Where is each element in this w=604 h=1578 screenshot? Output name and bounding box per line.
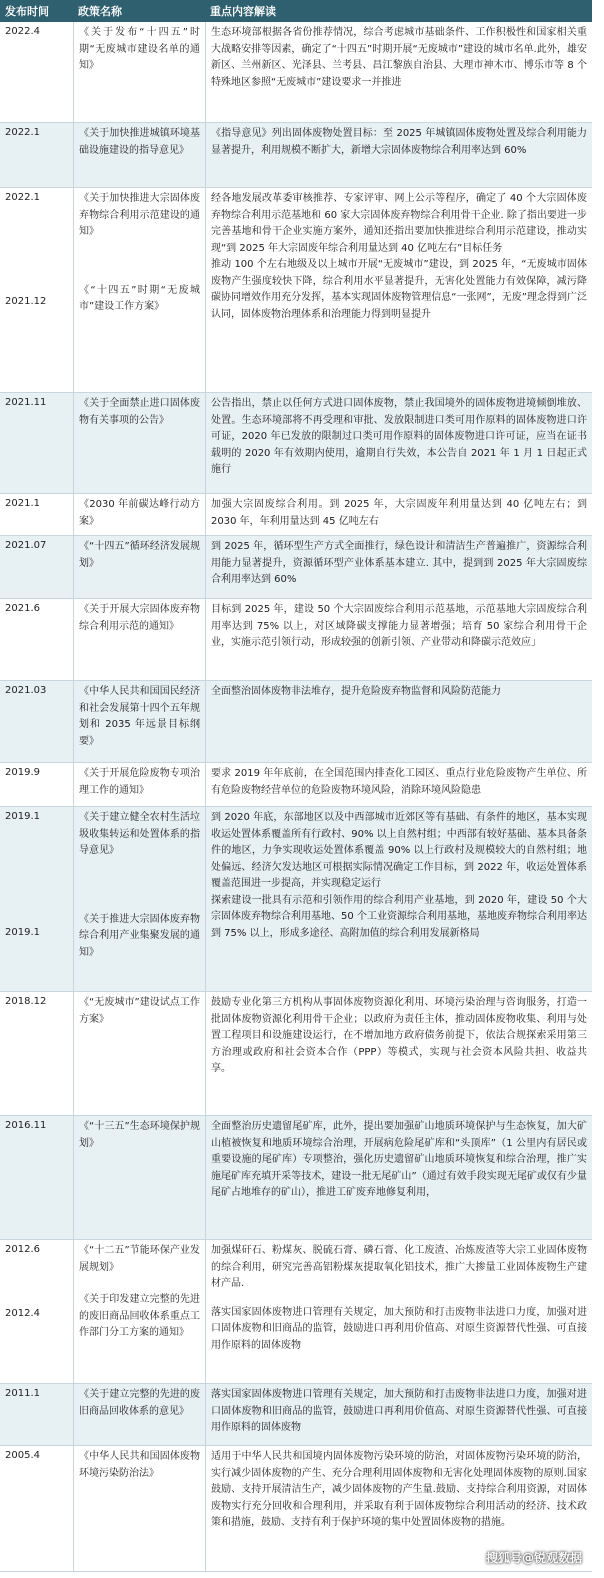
table-row: [0, 807, 592, 992]
table-row: [0, 599, 592, 681]
row-content: 生态环境部根据各省份推荐情况，综合考虑城市基础条件、工作积极性和国家相关重大战略安排等因素，确定了“十四五”时期开展“无废城市”建设的城市名单.此外，雄安新区、兰州新区、光泽县、兰考县、昌江黎族自治县、大理市神木市、博乐市等 8 个特殊地区参照“无废城市”建设要求一并推进: [211, 27, 587, 88]
row-policy-name: 《“十二五”节能环保产业发展规划》: [79, 1245, 200, 1273]
row-policy-name: 《“十三五”生态环境保护规划》: [79, 1121, 200, 1149]
row-content: 适用于中华人民共和国境内固体废物污染环境的防治，对固体废物污染环境的防治，实行减少固体废物的产生、充分合理利用固体废物和无害化处理固体废物的原则.国家鼓励、支持开展清洁生产，减少固体废物的产生量.鼓励、支持综合利用资源，对固体废物实行充分回收和合理利用，并采取有利于固体废物综合利用活动的经济、技术政策和措施，鼓励、支持有利于保护环境的集中处置固体废物的措施。: [211, 1451, 587, 1528]
row-date: 2016.11: [5, 1120, 47, 1131]
table-row: [0, 763, 592, 807]
row-date: 2022.1: [5, 127, 40, 138]
row-policy-name: 《“十四五”时期“无废城市”建设工作方案》: [79, 284, 200, 312]
row-policy-name: 《关于加快推进城镇环境基础设施建设的指导意见》: [79, 128, 200, 156]
row-policy-name: 《关于开展大宗固体废弃物综合利用示范的通知》: [79, 604, 200, 632]
row-date: 2021.07: [5, 540, 47, 551]
row-policy-name: 《“无废城市”建设试点工作方案》: [79, 997, 200, 1025]
header-content: 重点内容解读: [210, 5, 276, 18]
row-date: 2022.4: [5, 26, 40, 37]
row-date: 2022.1: [5, 192, 40, 203]
row-policy-name: 《关于全面禁止进口固体废物有关事项的公告》: [79, 398, 200, 426]
row-policy-name: 《关于印发建立完整的先进的废旧商品回收体系重点工作部门分工方案的通知》: [79, 1294, 200, 1338]
row-policy-name: 《2030 年前碳达峰行动方案》: [79, 499, 200, 527]
table-row: [0, 1384, 592, 1446]
row-content: 公告指出，禁止以任何方式进口固体废物，禁止我国境外的固体废物进境倾倒堆放、处置。生态环境部将不再受理和审批、发放限制进口类可用作原料的固体废物进口许可证，2020 年已发放的限制过口类可用作原料的固体废物进口许可证，应当在证书载明的 2020 年有效期内使用，逾期自行失效，本公告自 2021 年 1 月 1 日起正式施行: [211, 398, 587, 475]
table-row: [0, 22, 592, 123]
row-content: 加强煤矸石、粉煤灰、脱硫石膏、磷石膏、化工废渣、冶炼废渣等大宗工业固体废物的综合利用，研究完善高铝粉煤灰提取氧化铝技术，推广大掺量工业固体废物生产建材产品.: [211, 1245, 587, 1289]
row-date: 2018.12: [5, 996, 47, 1007]
row-date: 2011.1: [5, 1388, 40, 1399]
row-policy-name: 《关于加快推进大宗固体废弃物综合利用示范建设的通知》: [79, 193, 200, 237]
row-policy-name: 《关于发布“十四五”时期“无废城市建设名单的通知》: [79, 27, 200, 71]
row-date: 2021.03: [5, 685, 47, 696]
table-row: [0, 536, 592, 599]
row-date: 2012.4: [5, 1308, 40, 1319]
row-content: 到 2025 年，循环型生产方式全面推行，绿色设计和清洁生产普遍推广，资源综合利用能力显著提升，资源循环型产业体系基本建立. 其中，提到到 2025 年大宗固废综合利用率达到 60%: [211, 541, 587, 585]
header-date: 发布时间: [5, 5, 49, 18]
table-row: [0, 681, 592, 763]
row-content: 加强大宗固废综合利用。到 2025 年，大宗固废年利用量达到 40 亿吨左右；到 2030 年，年利用量达到 45 亿吨左右: [211, 499, 587, 527]
watermark: 搜狐号@锐观数据: [485, 1551, 582, 1565]
row-content: 全面整治固体废物非法堆存，提升危险废弃物监督和风险防范能力: [211, 686, 501, 697]
row-content: 落实国家固体废物进口管理有关规定，加大预防和打击废物非法进口力度，加强对进口固体废物和旧商品的监管，鼓励进口再利用价值高、对原生资源替代性强、可直接用作原料的固体废物: [211, 1389, 587, 1433]
row-content: 目标到 2025 年，建设 50 个大宗固废综合利用示范基地，示范基地大宗固废综合利用率达到 75% 以上，对区域降碳支撑能力显著增强；培育 50 家综合利用骨干企业，实施示范引领行动，形成较强的创新引领、产业带动和降碳示范效应」: [211, 604, 587, 648]
table-row: [0, 393, 592, 494]
header-name: 政策名称: [78, 5, 122, 18]
row-content: 经各地发展改革委审核推荐、专家评审、网上公示等程序，确定了 40 个大宗固体废弃物综合利用示范基地和 60 家大宗固体废弃物综合利用骨干企业. 除了指出要进一步完善基地和骨干企业实施方案外，通知还指出要加快推进综合利用示范建设，推动实现“到 2025 年大宗固废年综合利用量达到 40 亿吨左右”目标任务: [211, 193, 587, 254]
row-policy-name: 《中华人民共和国国民经济和社会发展第十四个五年规划和 2035 年远景目标纲要》: [79, 686, 200, 747]
row-content: 鼓励专业化第三方机构从事固体废物资源化利用、环境污染治理与咨询服务，打造一批固体废物资源化利用骨干企业；以政府为责任主体，推动固体废物收集、利用与处置工程项目和设施建设运行，在不增加地方政府债务前提下，依法合规探索采用第三方治理或政府和社会资本合作（PPP）等模式，实现与社会资本风险共担、收益共享。: [211, 997, 587, 1074]
table-row: [0, 494, 592, 536]
row-date: 2019.1: [5, 811, 40, 822]
row-date: 2021.6: [5, 603, 40, 614]
row-date: 2012.6: [5, 1244, 40, 1255]
row-date: 2021.11: [5, 397, 47, 408]
row-policy-name: 《关于建立完整的先进的废旧商品回收体系的意见》: [79, 1389, 200, 1417]
row-content: 落实国家固体废物进口管理有关规定，加大预防和打击废物非法进口力度，加强对进口固体废物和旧商品的监管，鼓励进口再利用价值高、对原生资源替代性强、可直接用作原料的固体废物: [211, 1306, 587, 1351]
row-content: 要求 2019 年年底前，在全国范围内排查化工园区、重点行业危险废物产生单位、所有危险废物经营单位的危险废物环境风险，消除环境风险隐患: [211, 768, 587, 796]
table-row: [0, 992, 592, 1116]
row-date: 2019.9: [5, 767, 40, 778]
row-content: 全面整治历史遗留尾矿库，此外，提出要加强矿山地质环境保护与生态恢复，加大矿山植被恢复和地质环境综合治理，开展病危险尾矿库和“头顶库”（1 公里内有居民或重要设施的尾矿库）专项整治，强化历史遗留矿山地质环境恢复和综合治理，推广实施尾矿库充填开采等技术，建设一批无尾矿山”（通过有效手段实现无尾矿或仅有少量尾矿占地堆存的矿山），推进工矿废弃地修复利用，: [211, 1121, 587, 1198]
row-date: 2019.1: [5, 927, 40, 938]
row-policy-name: 《关于推进大宗固体废弃物综合利用产业集聚发展的通知》: [79, 913, 200, 958]
table-header: [0, 0, 592, 22]
row-policy-name: 《关于建立健全农村生活垃圾收集转运和处置体系的指导意见》: [79, 812, 200, 856]
row-content: 到 2020 年底，东部地区以及中西部城市近郊区等有基础、有条件的地区，基本实现收运处置体系覆盖所有行政村、90% 以上自然村组；中西部有较好基础、基本具备条件的地区，力争实现收运处置体系覆盖 90% 以上行政村及规模较大的自然村组；地处偏远、经济欠发达地区可根据实际情况确定工作目标，到 2022 年，收运处置体系覆盖范围进一步提高，并实现稳定运行: [211, 812, 587, 889]
row-content: 探索建设一批具有示范和引领作用的综合利用产业基地，到 2020 年，建设 50 个大宗固体废弃物综合利用基地、50 个工业资源综合利用基地，基地废弃物综合利用率达到 75% 以上，形成多途径、高附加值的综合利用发展新格局: [211, 894, 587, 939]
row-date: 2021.1: [5, 498, 40, 509]
table-row: [0, 1240, 592, 1384]
row-date: 2005.4: [5, 1450, 40, 1461]
table-row: [0, 188, 592, 393]
row-policy-name: 《关于开展危险废物专项治理工作的通知》: [79, 768, 200, 796]
row-content: 《指导意见》列出固体废物处置目标：至 2025 年城镇固体废物处置及综合利用能力显著提升，利用规模不断扩大，新增大宗固体废物综合利用率达到 60%: [211, 128, 587, 156]
table-row: [0, 1116, 592, 1240]
row-content: 推动 100 个左右地级及以上城市开展“无废城市”建设，到 2025 年，“无废城市固体废物产生强度较快下降，综合利用水平显著提升，无害化处置能力有效保障，减污降碳协同增效作用充分发挥，基本实现固体废物管理信息“一张网”，无废”理念得到广泛认同，固体废物治理体系和治理能力得到明显提升: [211, 259, 587, 320]
row-policy-name: 《中华人民共和国固体废物环境污染防治法》: [79, 1451, 200, 1479]
table-row: [0, 123, 592, 188]
row-date: 2021.12: [5, 296, 47, 307]
row-policy-name: 《“十四五”循环经济发展规划》: [79, 541, 200, 569]
